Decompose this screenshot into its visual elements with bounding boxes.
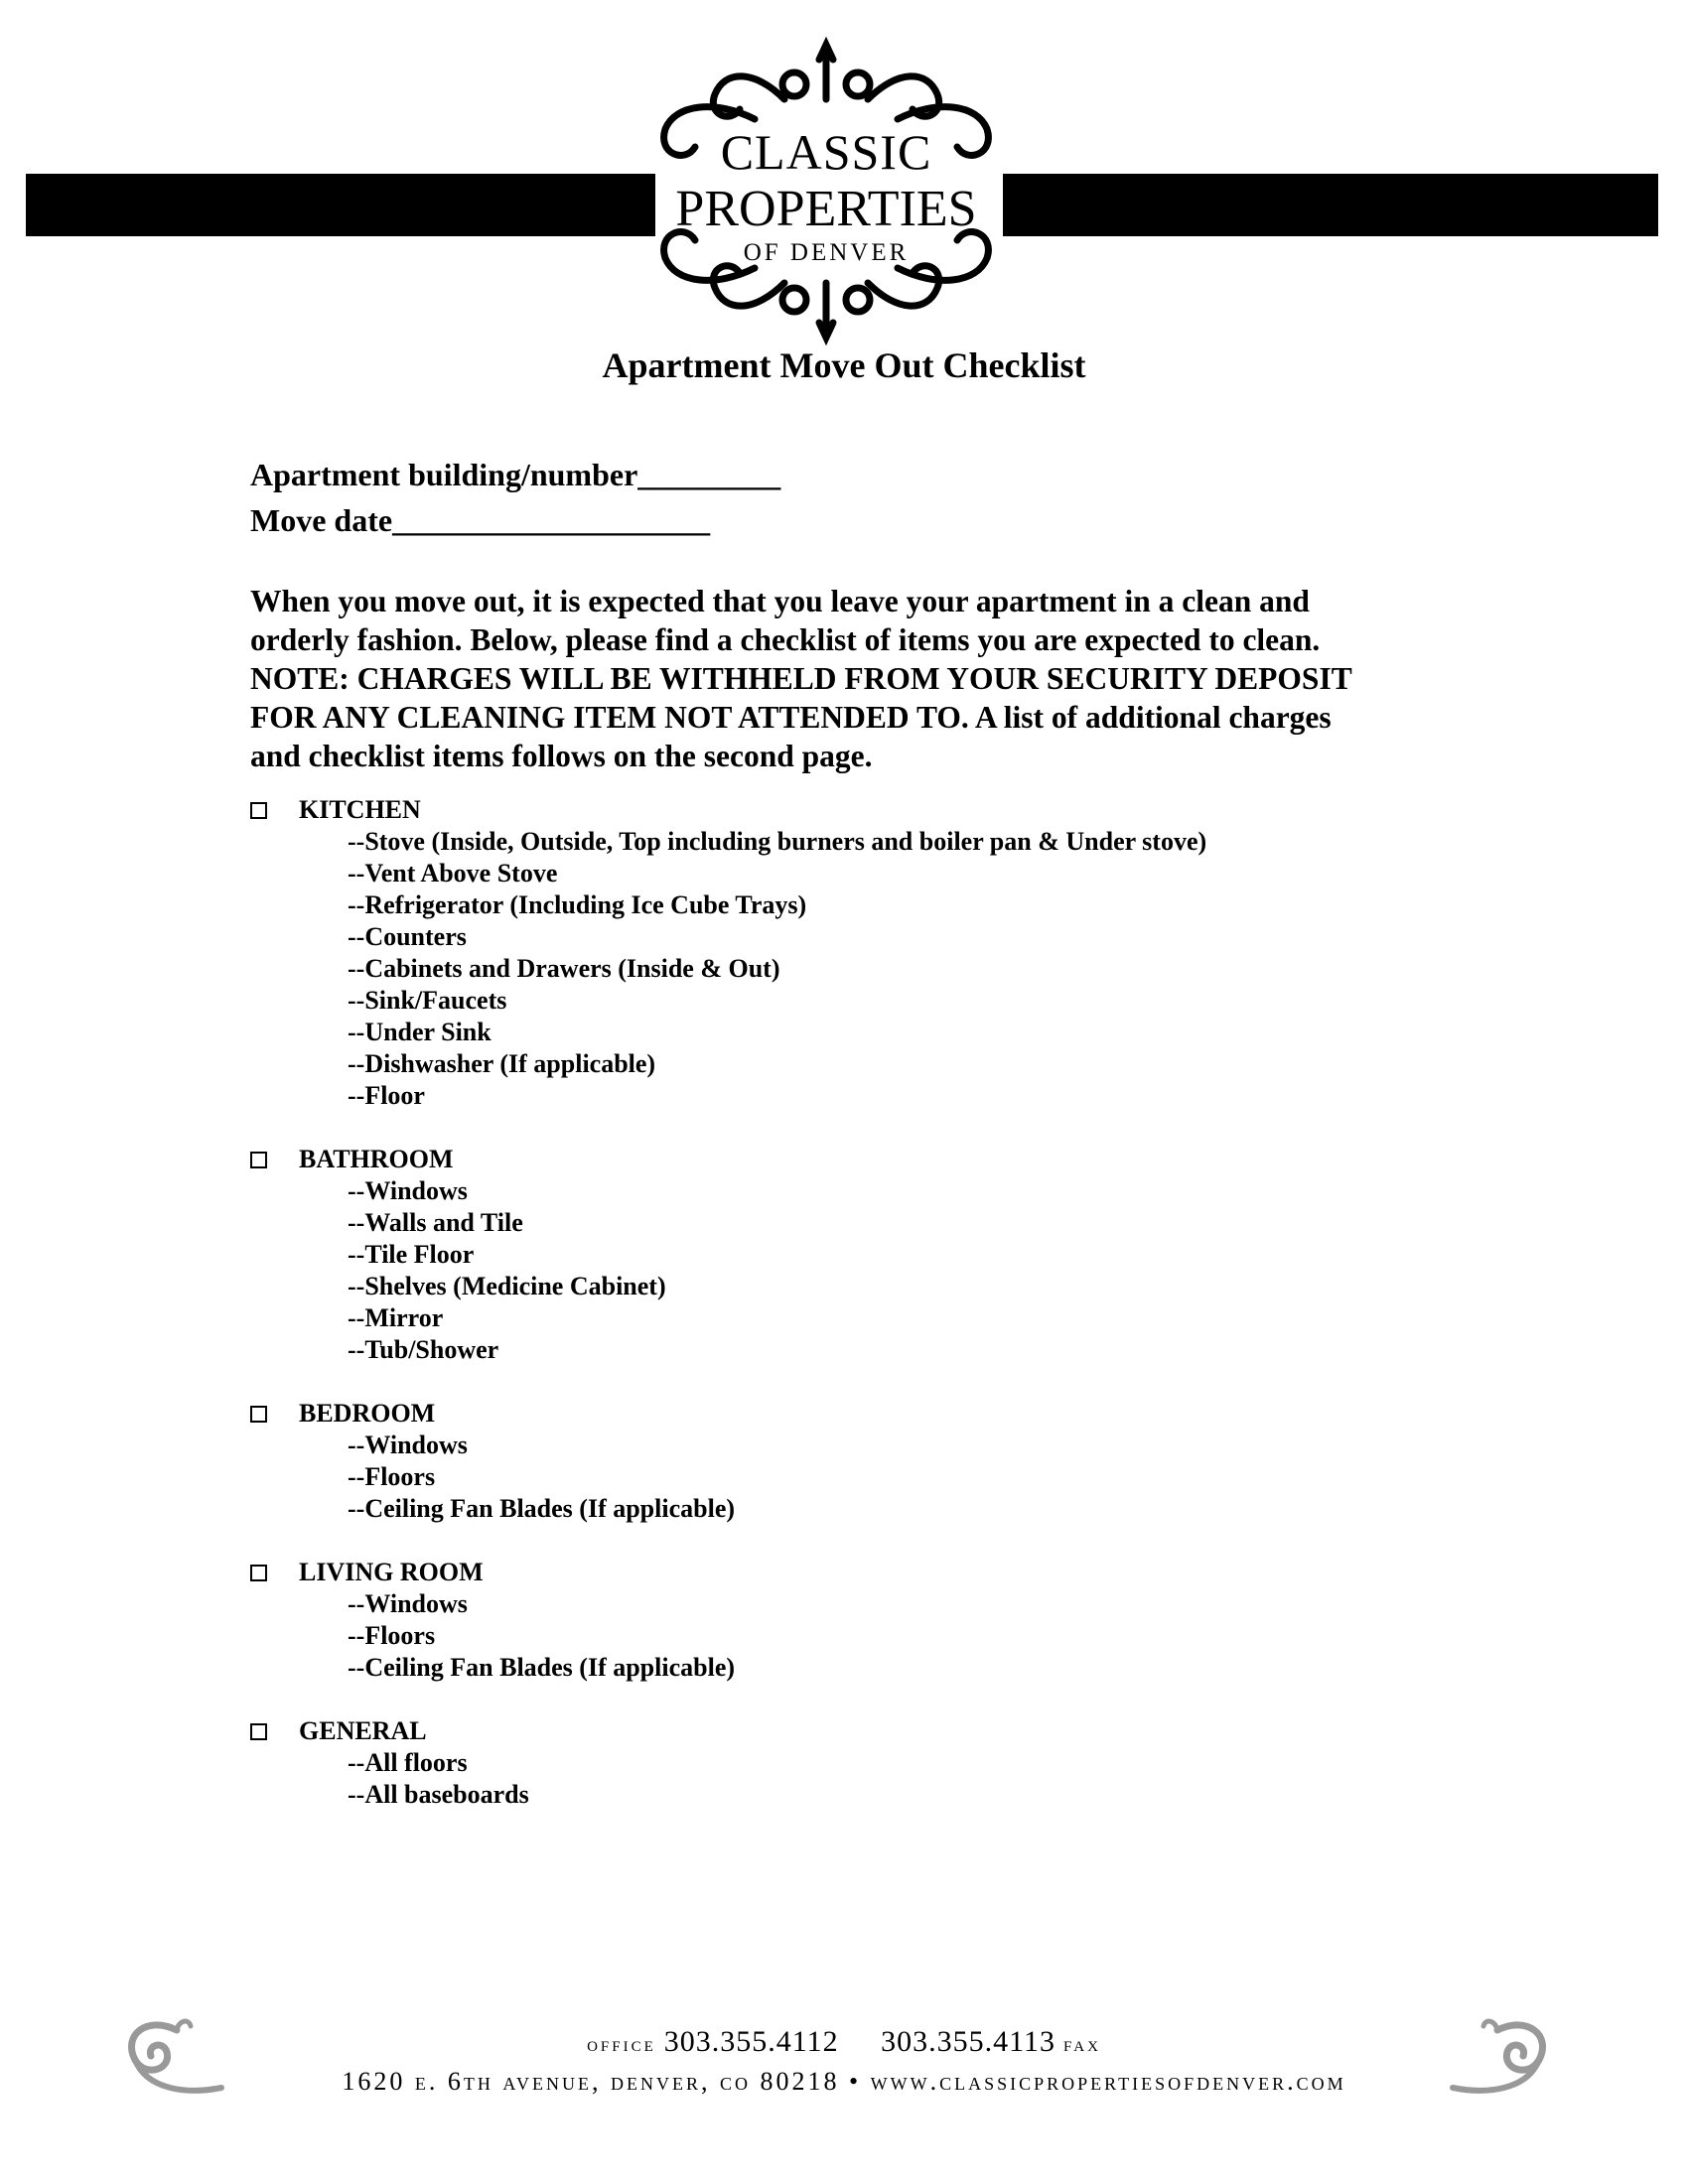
bathroom-checkbox[interactable] (250, 1152, 267, 1168)
checklist-item: --Windows (348, 1431, 468, 1459)
logo-line2: PROPERTIES (675, 181, 977, 237)
intro-line: FOR ANY CLEANING ITEM NOT ATTENDED TO. A list of additional charges (250, 700, 1332, 735)
intro-line: orderly fashion. Below, please find a checklist of items you are expected to clean. (250, 622, 1321, 657)
intro-line: NOTE: CHARGES WILL BE WITHHELD FROM YOUR SECURITY DEPOSIT (250, 661, 1352, 696)
checklist-item: --Refrigerator (Including Ice Cube Trays) (348, 890, 807, 919)
intro-line: When you move out, it is expected that you leave your apartment in a clean and (250, 584, 1310, 618)
checklist-item: --Ceiling Fan Blades (If applicable) (348, 1494, 736, 1523)
section-living-room (250, 1557, 1541, 1684)
section-title: BATHROOM (299, 1145, 454, 1173)
footer-address: 1620 e. 6th avenue, denver, co 80218 • www.classicpropertiesofdenver.com (342, 2067, 1346, 2096)
field-apartment-blank[interactable]: _________ (637, 457, 781, 492)
logo-line3: OF DENVER (743, 239, 910, 266)
checklist-item: --Floor (348, 1081, 425, 1110)
section-title: BEDROOM (299, 1399, 436, 1428)
section-general (250, 1715, 1541, 1811)
bedroom-checkbox[interactable] (250, 1406, 267, 1423)
footer-phones (0, 2025, 1688, 2059)
checklist-item: --All baseboards (348, 1780, 529, 1809)
checklist-item: --Walls and Tile (348, 1208, 523, 1237)
checklist-item: --Tile Floor (348, 1240, 475, 1269)
intro-paragraph (250, 582, 1481, 775)
page-title: Apartment Move Out Checklist (602, 345, 1086, 385)
checklist-item: --Cabinets and Drawers (Inside & Out) (348, 954, 780, 983)
checklist-item: --Ceiling Fan Blades (If applicable) (348, 1653, 736, 1682)
checklist-item: --Shelves (Medicine Cabinet) (348, 1272, 666, 1300)
field-move-date-label: Move date (250, 502, 393, 538)
checklist-item: --All floors (348, 1748, 468, 1777)
living-room-checkbox[interactable] (250, 1565, 267, 1581)
checklist-item: --Windows (348, 1589, 468, 1618)
section-bedroom (250, 1398, 1541, 1525)
section-title: LIVING ROOM (299, 1558, 484, 1586)
checklist-item: --Windows (348, 1176, 468, 1205)
checklist-item: --Counters (348, 922, 467, 951)
checklist-item: --Floors (348, 1462, 436, 1491)
fax-phone: 303.355.4113 (881, 2025, 1056, 2058)
section-kitchen (250, 794, 1541, 1112)
checklist-item: --Stove (Inside, Outside, Top including burners and boiler pan & Under stove) (348, 827, 1207, 856)
field-move-date-blank[interactable]: ____________________ (392, 502, 711, 538)
logo-line1: CLASSIC (720, 124, 932, 180)
header-band-left (26, 174, 659, 236)
general-checkbox[interactable] (250, 1723, 267, 1740)
header-band-right (1003, 174, 1658, 236)
section-title: KITCHEN (299, 795, 421, 824)
checklist-item: --Tub/Shower (348, 1335, 499, 1364)
company-logo (635, 30, 1018, 352)
intro-line: and checklist items follows on the second page. (250, 739, 873, 773)
kitchen-checkbox[interactable] (250, 802, 267, 819)
checklist-item: --Under Sink (348, 1018, 492, 1046)
section-bathroom (250, 1144, 1541, 1366)
checklist-item: --Dishwasher (If applicable) (348, 1049, 656, 1078)
checklist-item: --Floors (348, 1621, 436, 1650)
office-phone: 303.355.4112 (663, 2025, 839, 2058)
checklist-item: --Sink/Faucets (348, 986, 507, 1015)
checklist-item: --Vent Above Stove (348, 859, 558, 887)
checklist (250, 794, 1541, 1843)
field-move-date (250, 497, 780, 543)
fax-label: FAX (1063, 2039, 1101, 2055)
checklist-item: --Mirror (348, 1303, 444, 1332)
section-title: GENERAL (299, 1716, 427, 1745)
office-label: OFFICE (587, 2039, 656, 2055)
field-apartment-label: Apartment building/number (250, 457, 638, 492)
field-apartment (250, 452, 780, 497)
form-fields (250, 452, 780, 543)
